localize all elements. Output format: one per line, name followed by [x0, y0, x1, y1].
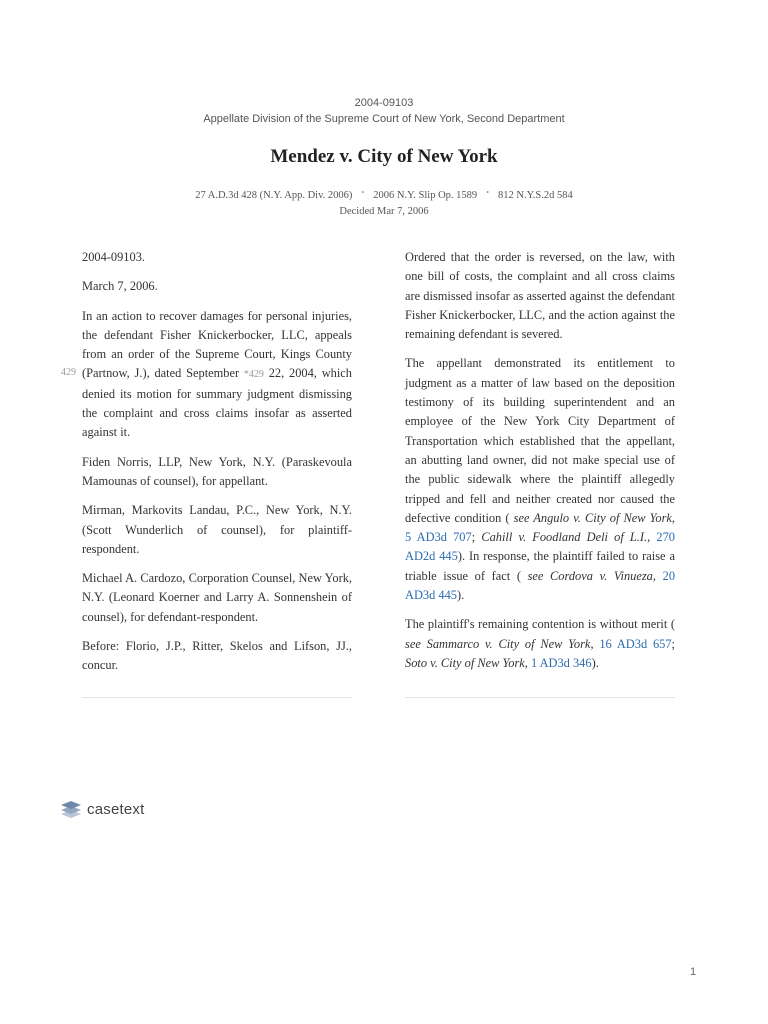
brand-name: casetext — [87, 800, 145, 818]
right-column — [405, 248, 675, 683]
citation-link[interactable]: 20 AD3d 445 — [405, 568, 676, 603]
action-paragraph — [82, 307, 352, 443]
citation-link[interactable]: 5 AD3d 707 — [405, 530, 472, 545]
punctuation: ; — [471, 530, 482, 545]
citation-3: 812 N.Y.S.2d 584 — [498, 190, 573, 201]
docket-number: 2004-09103 — [354, 97, 414, 109]
date-paragraph: March 7, 2006. — [82, 279, 158, 294]
punctuation: , — [524, 655, 531, 670]
left-column — [82, 248, 352, 686]
court-name: Appellate Division of the Supreme Court of New York, Second Department — [203, 113, 565, 125]
citation-line — [0, 190, 768, 201]
citation-link[interactable]: 16 AD3d 657 — [599, 636, 672, 651]
case-title: Mendez v. City of New York — [270, 146, 498, 167]
punctuation: , — [590, 636, 600, 651]
case-name: Cahill v. Foodland Deli of L.I. — [481, 530, 648, 545]
casetext-logo[interactable] — [60, 798, 144, 820]
citation-link[interactable]: 1 AD3d 346 — [530, 655, 592, 670]
divider — [82, 697, 352, 698]
contention-paragraph — [405, 615, 675, 673]
separator-dot: • — [486, 188, 489, 197]
margin-page-marker: 429 — [61, 367, 76, 378]
punctuation: ). — [456, 588, 465, 603]
punctuation: , — [647, 530, 657, 545]
separator-dot: • — [361, 188, 365, 197]
case-name: Soto v. City of New York — [405, 655, 525, 670]
order-paragraph: Ordered that the order is reversed, on the law, with one bill of costs, the complaint and all cross claims are dismissed insofar as asserted against the defendant Fisher Knickerbocker, LLC, and the action against the remaining defendant is severed. — [405, 250, 675, 342]
appellant-counsel: Fiden Norris, LLP, New York, N.Y. (Paraskevoula Mamounas of counsel), for appellant. — [82, 454, 352, 488]
paragraph-text: The appellant demonstrated its entitlement to judgment as a matter of law based on the deposition testimony of its building superintendent and an employee of the New York City Department of Transportation which established that the appellant, an abutting land owner, did not make special use of the public sidewalk where the plaintiff allegedly tripped and fell and neither created nor caused the defective condition ( — [405, 356, 675, 525]
citation-1: 27 A.D.3d 428 (N.Y. App. Div. 2006) — [195, 190, 353, 201]
stacked-layers-icon — [60, 798, 82, 820]
page-number: 1 — [690, 966, 697, 978]
paragraph-text: ). In response, the plaintiff failed to raise a triable issue of fact ( — [405, 549, 675, 583]
case-name: see Cordova v. Vinueza — [527, 568, 653, 583]
case-name: see Angulo v. City of New York — [513, 510, 672, 525]
citation-2: 2006 N.Y. Slip Op. 1589 — [373, 190, 478, 201]
paragraph-text: In an action to recover damages for personal injuries, the defendant Fisher Knickerbocker, LLC, appeals from an order of the Supreme Court, Kings County (Partnow, J.), dated September — [82, 308, 352, 381]
punctuation: ; — [671, 636, 675, 651]
inline-page-marker: *429 — [243, 369, 264, 381]
defendant-counsel: Michael A. Cardozo, Corporation Counsel, New York, N.Y. (Leonard Koerner and Larry A. Sonnenshein of counsel), for defendant-respondent. — [82, 571, 352, 624]
punctuation: , — [671, 510, 675, 525]
plaintiff-counsel: Mirman, Markovits Landau, P.C., New York, N.Y. (Scott Wunderlich of counsel), for plaintiff-respondent. — [82, 503, 352, 556]
case-name: see Sammarco v. City of New York — [405, 636, 591, 651]
analysis-paragraph — [405, 354, 675, 605]
citation-link[interactable]: 270 AD2d 445 — [405, 530, 675, 564]
docket-paragraph: 2004-09103. — [82, 250, 145, 264]
punctuation: ). — [591, 655, 599, 670]
divider — [405, 697, 675, 698]
decided-date: Decided Mar 7, 2006 — [339, 206, 429, 217]
paragraph-text: The plaintiff's remaining contention is without merit ( — [405, 617, 675, 632]
paragraph-text: 22, 2004, which denied its motion for summary judgment dismissing the complaint and cross claims insofar as asserted against it. — [82, 366, 352, 440]
punctuation: , — [652, 568, 663, 583]
panel-paragraph: Before: Florio, J.P., Ritter, Skelos and Lifson, JJ., concur. — [82, 639, 352, 673]
